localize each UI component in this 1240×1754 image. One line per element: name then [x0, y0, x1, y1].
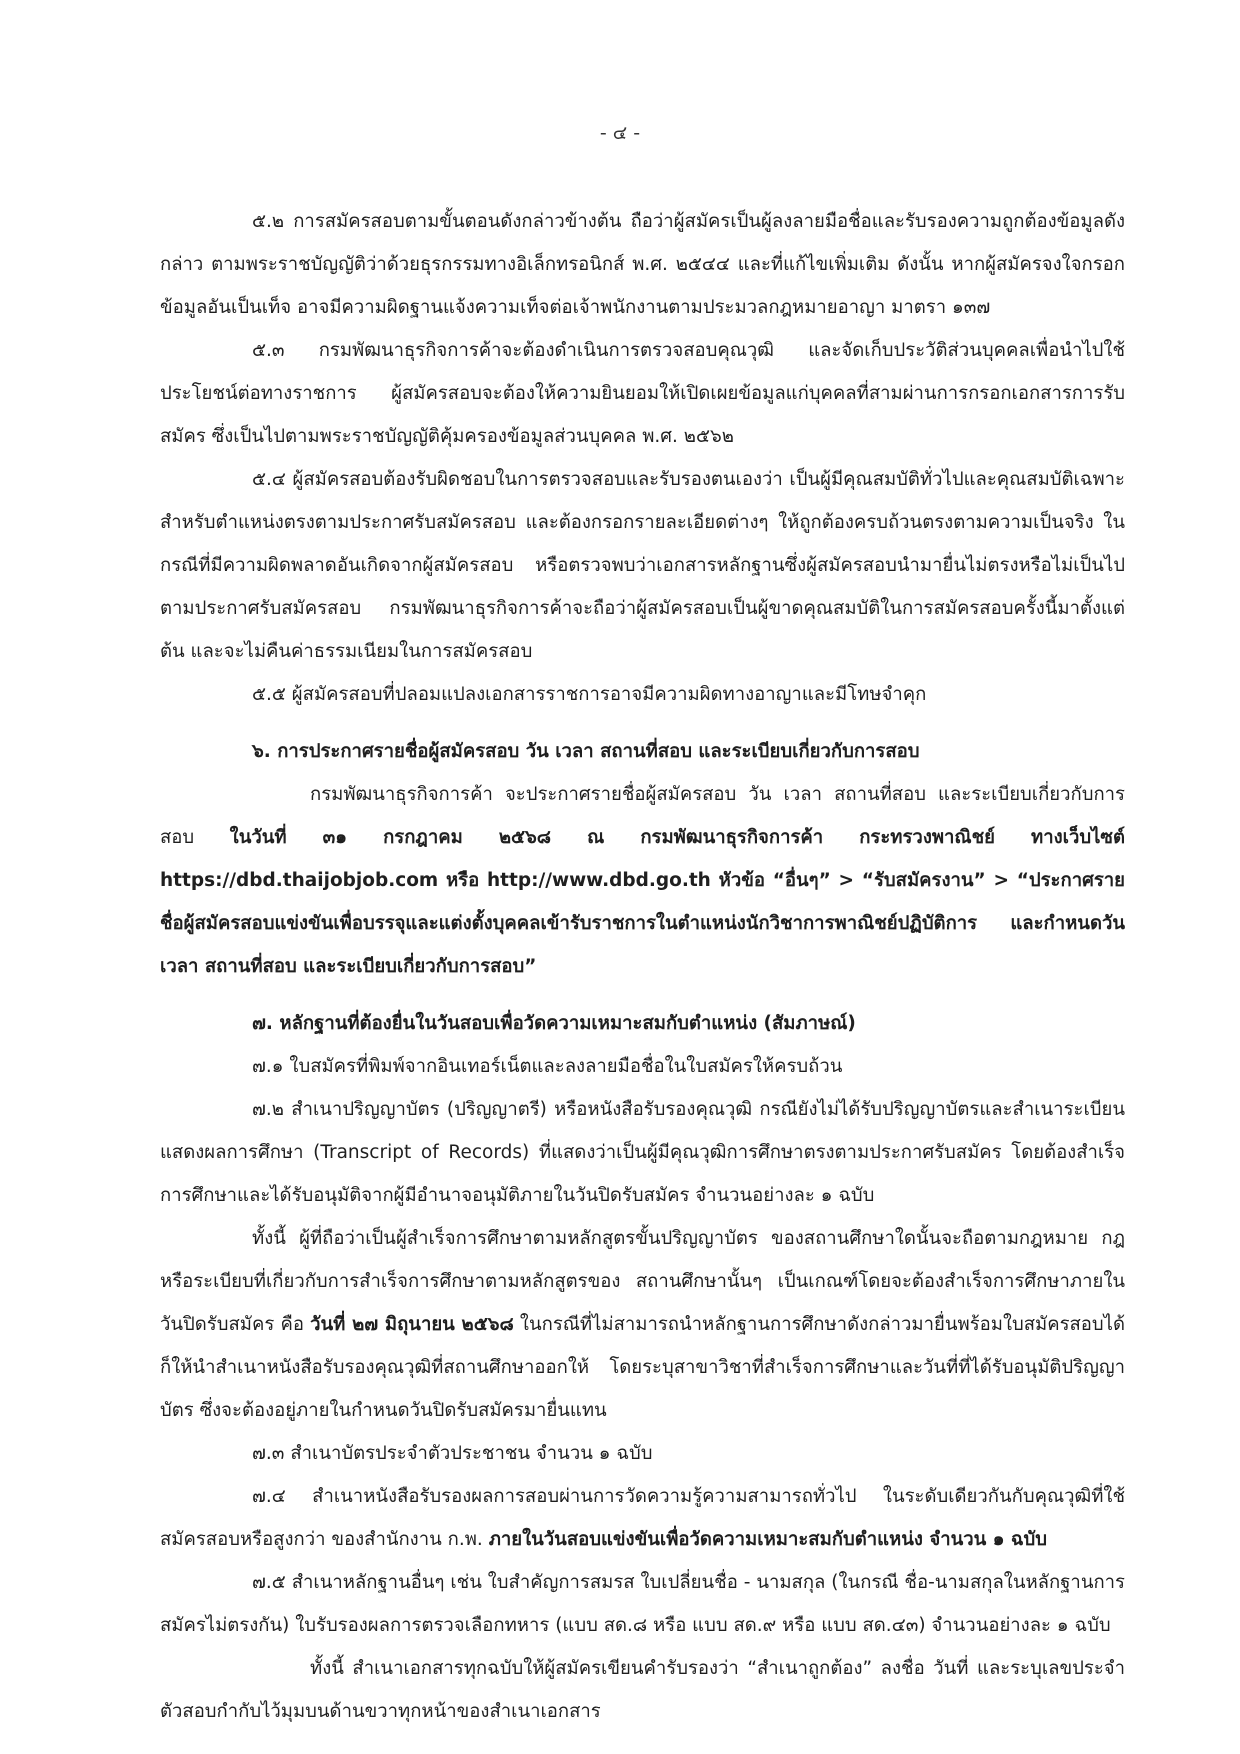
paragraph-6-bold: ในวันที่ ๓๑ กรกฎาคม ๒๕๖๘ ณ กรมพัฒนาธุรกิจการค้า กระทรวงพาณิชย์ ทางเว็บไซต์ https://dbd.thaijobjob.com หรือ http://www.dbd.go.th หัวข้อ “อื่นๆ” > “รับสมัครงาน” > “ประกาศรายชื่อผู้สมัครสอบแข่งขันเพื่อบรรจุและแต่งตั้งบุคคลเข้ารับราชการในตำแหน่งนักวิชาการพาณิชย์ปฏิบัติการ และกำหนดวัน เวลา สถานที่สอบ และระเบียบเกี่ยวกับการสอบ” — [160, 827, 1125, 977]
paragraph-7-1: ๗.๑ ใบสมัครที่พิมพ์จากอินเทอร์เน็ตและลงลายมือชื่อในใบสมัครให้ครบถ้วน — [252, 1056, 843, 1077]
paragraph-5-5: ๕.๕ ผู้สมัครสอบที่ปลอมแปลงเอกสารราชการอาจมีความผิดทางอาญาและมีโทษจำคุก — [252, 684, 927, 705]
paragraph-7-2-note — [160, 1217, 1125, 1432]
paragraph-7-2: ๗.๒ สำเนาปริญญาบัตร (ปริญญาตรี) หรือหนังสือรับรองคุณวุฒิ กรณียังไม่ได้รับปริญญาบัตรและสำเนาระเบียนแสดงผลการศึกษา (Transcript of Records) ที่แสดงว่าเป็นผู้มีคุณวุฒิการศึกษาตรงตามประกาศรับสมัคร โดยต้องสำเร็จการศึกษาและได้รับอนุมัติจากผู้มีอำนาจอนุมัติภายในวันปิดรับสมัคร จำนวนอย่างละ ๑ ฉบับ — [160, 1099, 1125, 1206]
document-body — [160, 200, 1125, 1733]
paragraph-7-4-text: ๗.๔ สำเนาหนังสือรับรองผลการสอบผ่านการวัดความรู้ความสามารถทั่วไป ในระดับเดียวกันกับคุณวุฒิที่ใช้สมัครสอบหรือสูงกว่า ของสำนักงาน ก.พ. — [160, 1486, 1125, 1550]
note-text-cont: ในกรณีที่ไม่สามารถนำหลักฐานการศึกษาดังกล่าวมายื่นพร้อมใบสมัครสอบได้ก็ให้นำสำเนาหนังสือรับรองคุณวุฒิที่สถานศึกษาออกให้ โดยระบุสาขาวิชาที่สำเร็จการศึกษาและวันที่ที่ได้รับอนุมัติปริญญาบัตร ซึ่งจะต้องอยู่ภายในกำหนดวันปิดรับสมัครมายื่นแทน — [160, 1314, 1125, 1421]
paragraph-6-text: กรมพัฒนาธุรกิจการค้า จะประกาศรายชื่อผู้สมัครสอบ วัน เวลา สถานที่สอบ และระเบียบเกี่ยวกับการสอบ — [160, 784, 1125, 848]
paragraph-5-4: ๕.๔ ผู้สมัครสอบต้องรับผิดชอบในการตรวจสอบและรับรองตนเองว่า เป็นผู้มีคุณสมบัติทั่วไปและคุณสมบัติเฉพาะสำหรับตำแหน่งตรงตามประกาศรับสมัครสอบ และต้องกรอกรายละเอียดต่างๆ ให้ถูกต้องครบถ้วนตรงตามความเป็นจริง ในกรณีที่มีความผิดพลาดอันเกิดจากผู้สมัครสอบ หรือตรวจพบว่าเอกสารหลักฐานซึ่งผู้สมัครสอบนำมายื่นไม่ตรงหรือไม่เป็นไปตามประกาศรับสมัครสอบ กรมพัฒนาธุรกิจการค้าจะถือว่าผู้สมัครสอบเป็นผู้ขาดคุณสมบัติในการสมัครสอบครั้งนี้มาตั้งแต่ต้น และจะไม่คืนค่าธรรมเนียมในการสมัครสอบ — [160, 469, 1125, 662]
paragraph-5-2: ๕.๒ การสมัครสอบตามขั้นตอนดังกล่าวข้างต้น ถือว่าผู้สมัครเป็นผู้ลงลายมือชื่อและรับรองความถูกต้องข้อมูลดังกล่าว ตามพระราชบัญญัติว่าด้วยธุรกรรมทางอิเล็กทรอนิกส์ พ.ศ. ๒๕๔๔ และที่แก้ไขเพิ่มเติม ดังนั้น หากผู้สมัครจงใจกรอกข้อมูลอันเป็นเท็จ อาจมีความผิดฐานแจ้งความเท็จต่อเจ้าพนักงานตามประมวลกฎหมายอาญา มาตรา ๑๓๗ — [160, 211, 1125, 318]
closing-date: วันที่ ๒๗ มิถุนายน ๒๕๖๘ — [310, 1314, 514, 1335]
paragraph-7-3: ๗.๓ สำเนาบัตรประจำตัวประชาชน จำนวน ๑ ฉบับ — [252, 1443, 653, 1464]
paragraph-5-3: ๕.๓ กรมพัฒนาธุรกิจการค้าจะต้องดำเนินการตรวจสอบคุณวุฒิ และจัดเก็บประวัติส่วนบุคคลเพื่อนำไปใช้ประโยชน์ต่อทางราชการ ผู้สมัครสอบจะต้องให้ความยินยอมให้เปิดเผยข้อมูลแก่บุคคลที่สามผ่านการกรอกเอกสารการรับสมัคร ซึ่งเป็นไปตามพระราชบัญญัติคุ้มครองข้อมูลส่วนบุคคล พ.ศ. ๒๕๖๒ — [160, 340, 1125, 447]
note-text: ทั้งนี้ ผู้ที่ถือว่าเป็นผู้สำเร็จการศึกษาตามหลักสูตรขั้นปริญญาบัตร ของสถานศึกษาใดนั้นจะถือตามกฎหมาย กฎ หรือระเบียบที่เกี่ยวกับการสำเร็จการศึกษาตามหลักสูตรของ สถานศึกษานั้นๆ เป็นเกณฑ์โดยจะต้องสำเร็จการศึกษาภายในวันปิดรับสมัคร คือ — [160, 1228, 1125, 1335]
heading-section-6: ๖. การประกาศรายชื่อผู้สมัครสอบ วัน เวลา สถานที่สอบ และระเบียบเกี่ยวกับการสอบ — [252, 741, 920, 762]
heading-section-7: ๗. หลักฐานที่ต้องยื่นในวันสอบเพื่อวัดความเหมาะสมกับตำแหน่ง (สัมภาษณ์) — [252, 1013, 856, 1034]
page-number: - ๔ - — [599, 122, 641, 144]
paragraph-6 — [160, 773, 1125, 988]
paragraph-7-5: ๗.๕ สำเนาหลักฐานอื่นๆ เช่น ใบสำคัญการสมรส ใบเปลี่ยนชื่อ - นามสกุล (ในกรณี ชื่อ-นามสกุลในหลักฐานการสมัครไม่ตรงกัน) ใบรับรองผลการตรวจเลือกทหาร (แบบ สด.๘ หรือ แบบ สด.๙ หรือ แบบ สด.๔๓) จำนวนอย่างละ ๑ ฉบับ — [160, 1572, 1125, 1636]
paragraph-7-5-note: ทั้งนี้ สำเนาเอกสารทุกฉบับให้ผู้สมัครเขียนคำรับรองว่า “สำเนาถูกต้อง” ลงชื่อ วันที่ และระบุเลขประจำตัวสอบกำกับไว้มุมบนด้านขวาทุกหน้าของสำเนาเอกสาร — [160, 1658, 1125, 1722]
paragraph-7-4 — [160, 1475, 1125, 1561]
paragraph-7-4-bold: ภายในวันสอบแข่งขันเพื่อวัดความเหมาะสมกับตำแหน่ง จำนวน ๑ ฉบับ — [488, 1529, 1047, 1550]
